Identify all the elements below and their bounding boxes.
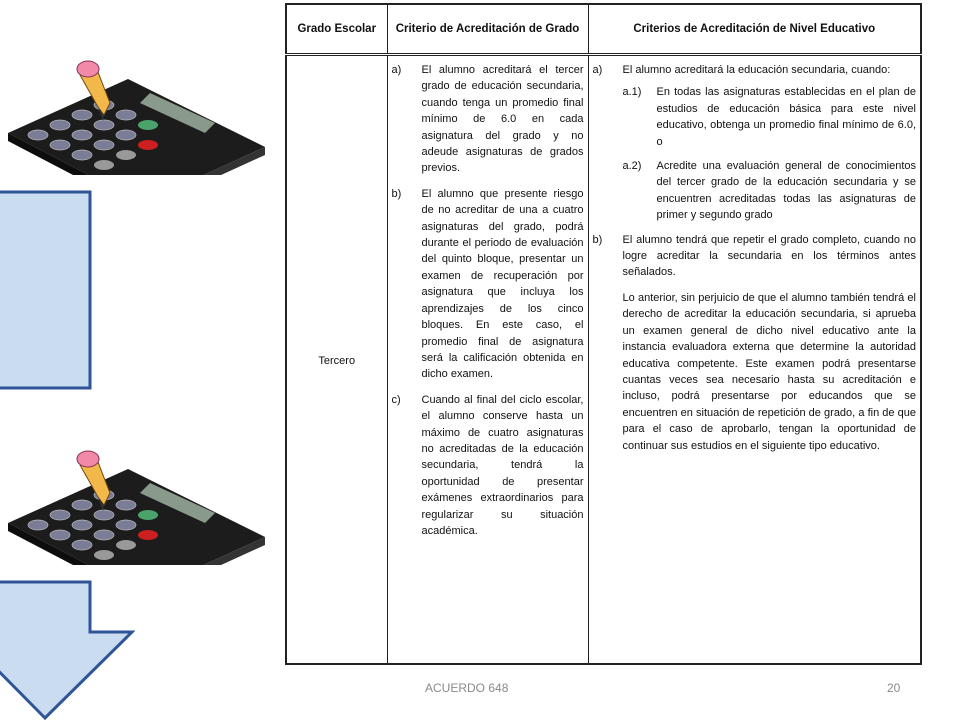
grade-criteria-column-header: Criterio de Acreditación de Grado [387, 4, 588, 55]
footer-text: ACUERDO 648 [425, 681, 509, 695]
sub-item [623, 158, 917, 224]
item-text: Cuando al final del ciclo escolar, el alumno conserve hasta un máximo de cuatro asignaturas no acreditadas de la educación secundaria, tendrá la oportunidad de presentar exámenes extraordinarios para regularizar su situación académica. [421, 393, 584, 537]
closing-paragraph: Lo anterior, sin perjuicio de que el alumno también tendrá el derecho de acreditar la educación secundaria, si aprueba un examen general de dicho nivel educativo ante la instancia evaluadora externa que determine la autoridad educativa competente. Este examen podrá presentarse cuantas veces sea necesario hasta su acreditación e incluso, podrá presentarse por educandos que se encuentren en situación de repetición de grado, a fin de que para el caso de aprobarlo, tengan la oportunidad de continuar sus estudios en el siguiente tipo educativo. [622, 291, 916, 452]
calculator-pencil-icon [0, 445, 270, 565]
item-label: b) [391, 187, 402, 200]
item-label: a) [391, 64, 402, 76]
down-arrow-icon [0, 580, 135, 720]
page-number: 20 [887, 681, 901, 695]
arrow-shaft-icon [0, 190, 95, 390]
item-text: El alumno acreditará la educación secundaria, cuando: [622, 64, 891, 76]
list-item [392, 392, 584, 540]
item-label: a) [592, 64, 603, 76]
level-criteria-cell [588, 55, 921, 665]
list-item [593, 232, 917, 281]
item-label: b) [592, 233, 603, 246]
grade-cell: Tercero [286, 55, 387, 665]
list-item [593, 62, 917, 78]
item-text: El alumno tendrá que repetir el grado completo, cuando no logre acreditar la secundaria en los términos antes señalados. [622, 233, 916, 279]
item-label: c) [391, 393, 401, 406]
calculator-pencil-icon [0, 55, 270, 175]
sub-item-text: Acredite una evaluación general de conocimientos del tercer grado de la educación secundaria y se encuentren acreditadas todas las asignaturas de primer y segundo grado [656, 160, 916, 222]
sub-item-text: En todas las asignaturas establecidas en el plan de estudios de educación básica para este nivel educativo, obtenga un promedio final mínimo de 6.0, o [656, 86, 916, 148]
list-item [392, 62, 584, 177]
sub-item-label: a.1) [622, 86, 642, 99]
level-criteria-column-header: Criterios de Acreditación de Nivel Educativo [588, 4, 921, 55]
item-text: El alumno acreditará el tercer grado de educación secundaria, cuando tenga un promedio final mínimo de 6.0 en cada asignatura del grado y no adeude asignaturas de grados previos. [421, 64, 584, 175]
criteria-table [285, 3, 922, 665]
table-header-row [286, 4, 921, 55]
grade-criteria-cell [387, 55, 588, 665]
sub-item-label: a.2) [622, 160, 642, 173]
item-text: El alumno que presente riesgo de no acreditar de una a cuatro asignaturas del grado, podrá durante el periodo de evaluación del quinto bloque, presentar un examen de recuperación por asignatura que incluya los aprendizajes de los cinco bloques. En este caso, el promedio final de asignatura será la calificación obtenida en dicho examen. [421, 187, 584, 381]
table-row [286, 55, 921, 665]
list-item [392, 186, 584, 383]
sub-item [623, 84, 917, 150]
grade-column-header: Grado Escolar [286, 4, 387, 55]
